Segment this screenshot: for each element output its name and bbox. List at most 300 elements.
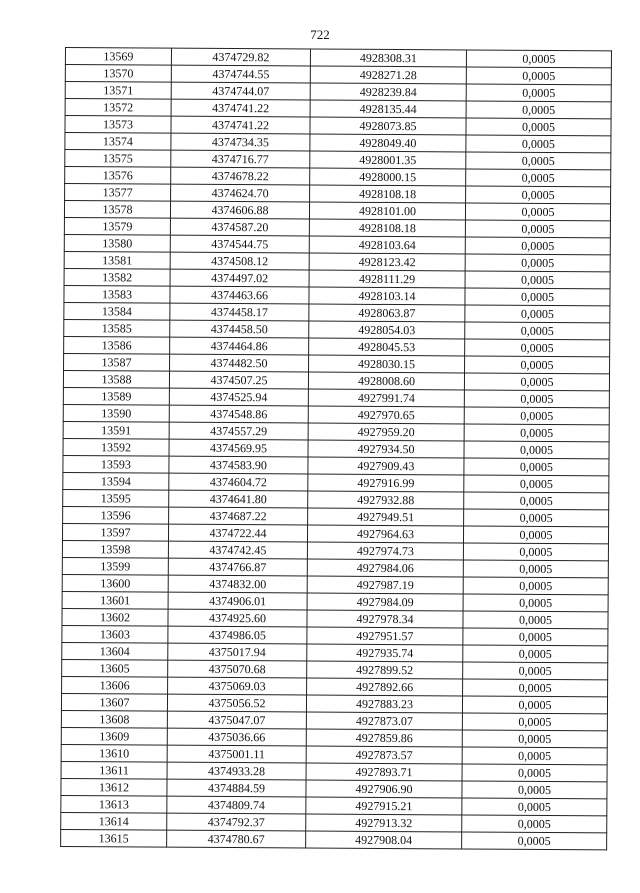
point-number-cell <box>63 421 169 439</box>
x-coordinate-text: 4374497.02 <box>211 270 269 286</box>
value-cell <box>464 492 609 510</box>
x-coordinate-cell <box>170 235 309 253</box>
y-coordinate-cell <box>306 831 462 849</box>
x-coordinate-cell <box>170 354 309 372</box>
x-coordinate-text: 4374741.22 <box>212 100 270 116</box>
value-cell <box>463 594 608 612</box>
point-number-cell <box>65 150 171 168</box>
x-coordinate-text: 4374809.74 <box>207 797 265 813</box>
x-coordinate-text: 4374986.05 <box>208 627 266 643</box>
page-number: 722 <box>310 27 330 42</box>
coordinates-table <box>60 47 612 850</box>
value-cell <box>466 152 611 170</box>
point-number-cell <box>64 217 170 235</box>
x-coordinate-text: 4374463.66 <box>210 287 269 303</box>
value-text: 0,0005 <box>520 340 554 355</box>
point-number-text: 13612 <box>98 780 130 795</box>
y-coordinate-text: 4928239.84 <box>359 84 417 100</box>
point-number-cell <box>61 778 167 796</box>
point-number-cell <box>61 795 167 813</box>
x-coordinate-text: 4374548.86 <box>210 406 268 422</box>
y-coordinate-cell <box>306 695 462 713</box>
y-coordinate-cell <box>310 83 466 101</box>
y-coordinate-cell <box>307 627 463 645</box>
value-cell <box>464 373 609 391</box>
y-coordinate-text: 4927908.04 <box>355 832 413 848</box>
point-number-text: 13588 <box>101 372 132 387</box>
point-number-text: 13582 <box>102 270 133 285</box>
y-coordinate-cell <box>308 423 464 441</box>
y-coordinate-cell <box>306 729 462 747</box>
value-cell <box>462 764 607 782</box>
x-coordinate-text: 4374780.67 <box>207 831 265 847</box>
point-number-cell <box>63 506 169 524</box>
x-coordinate-text: 4375069.03 <box>208 678 266 694</box>
y-coordinate-text: 4927892.66 <box>356 679 414 695</box>
x-coordinate-text: 4374766.87 <box>209 559 267 575</box>
point-number-cell <box>62 574 168 592</box>
x-coordinate-cell <box>168 575 307 593</box>
value-cell <box>463 611 608 629</box>
y-coordinate-cell <box>310 66 466 84</box>
y-coordinate-text: 4927913.32 <box>355 815 413 831</box>
y-coordinate-cell <box>307 593 463 611</box>
point-number-text: 13610 <box>99 746 130 761</box>
point-number-cell <box>64 319 170 337</box>
y-coordinate-cell <box>309 270 465 288</box>
x-coordinate-text: 4375036.66 <box>208 729 266 745</box>
value-text: 0,0005 <box>519 544 553 559</box>
point-number-text: 13608 <box>99 712 130 727</box>
y-coordinate-text: 4927873.07 <box>355 713 413 729</box>
point-number-text: 13585 <box>101 321 132 336</box>
y-coordinate-text: 4928000.15 <box>359 169 417 185</box>
x-coordinate-cell <box>167 830 306 848</box>
value-text: 0,0005 <box>521 153 555 168</box>
y-coordinate-cell <box>306 763 462 781</box>
x-coordinate-cell <box>169 371 308 389</box>
x-coordinate-text: 4374604.72 <box>209 474 267 490</box>
point-number-cell <box>62 676 168 694</box>
x-coordinate-text: 4374544.75 <box>211 236 269 252</box>
point-number-cell <box>61 710 167 728</box>
value-cell <box>463 679 608 697</box>
y-coordinate-cell <box>307 678 463 696</box>
x-coordinate-text: 4374722.44 <box>209 525 267 541</box>
value-text: 0,0005 <box>518 731 552 746</box>
value-cell <box>462 730 607 748</box>
y-coordinate-text: 4928045.53 <box>358 339 416 355</box>
y-coordinate-text: 4927906.90 <box>355 781 413 797</box>
x-coordinate-text: 4374508.12 <box>211 253 269 269</box>
value-text: 0,0005 <box>522 85 556 100</box>
x-coordinate-text: 4374832.00 <box>209 576 267 592</box>
x-coordinate-text: 4374606.88 <box>211 202 269 218</box>
y-coordinate-cell <box>309 287 465 305</box>
y-coordinate-cell <box>310 49 466 67</box>
y-coordinate-text: 4928030.15 <box>358 356 416 372</box>
x-coordinate-cell <box>170 303 309 321</box>
y-coordinate-text: 4927909.43 <box>357 458 415 474</box>
value-text: 0,0005 <box>518 714 552 729</box>
value-text: 0,0005 <box>518 663 552 678</box>
point-number-text: 13614 <box>98 814 129 829</box>
value-text: 0,0005 <box>522 102 556 117</box>
x-coordinate-cell <box>168 558 307 576</box>
x-coordinate-cell <box>171 65 310 83</box>
point-number-cell <box>64 234 170 252</box>
x-coordinate-cell <box>167 711 306 729</box>
value-cell <box>463 543 608 561</box>
y-coordinate-cell <box>308 389 464 407</box>
value-text: 0,0005 <box>520 442 554 457</box>
y-coordinate-text: 4927964.63 <box>356 526 415 542</box>
point-number-text: 13581 <box>102 253 133 268</box>
point-number-cell <box>64 336 170 354</box>
value-cell <box>463 577 608 595</box>
value-cell <box>462 781 607 799</box>
y-coordinate-cell <box>309 253 465 271</box>
value-cell <box>464 407 609 425</box>
x-coordinate-cell <box>169 388 308 406</box>
value-text: 0,0005 <box>519 578 553 593</box>
x-coordinate-cell <box>169 507 308 525</box>
value-text: 0,0005 <box>517 782 552 797</box>
y-coordinate-cell <box>309 355 465 373</box>
y-coordinate-cell <box>308 406 464 424</box>
point-number-cell <box>62 591 168 609</box>
value-cell <box>465 254 610 272</box>
y-coordinate-cell <box>310 168 466 186</box>
y-coordinate-cell <box>306 746 462 764</box>
x-coordinate-cell <box>167 796 306 814</box>
value-cell <box>462 798 607 816</box>
y-coordinate-text: 4927916.99 <box>357 475 415 491</box>
value-cell <box>463 526 608 544</box>
value-cell <box>463 645 608 663</box>
point-number-text: 13597 <box>100 525 131 540</box>
x-coordinate-text: 4374569.95 <box>210 440 268 456</box>
y-coordinate-text: 4928063.87 <box>358 305 416 321</box>
value-cell <box>462 832 607 850</box>
point-number-text: 13571 <box>103 83 134 98</box>
x-coordinate-text: 4374583.90 <box>209 457 267 473</box>
value-cell <box>466 101 611 119</box>
y-coordinate-text: 4927859.86 <box>355 730 413 746</box>
value-cell <box>466 186 611 204</box>
point-number-cell <box>63 404 169 422</box>
y-coordinate-text: 4927932.88 <box>357 492 415 508</box>
y-coordinate-cell <box>307 559 463 577</box>
x-coordinate-cell <box>167 813 306 831</box>
x-coordinate-cell <box>170 218 309 236</box>
value-text: 0,0005 <box>520 391 554 406</box>
y-coordinate-cell <box>308 491 464 509</box>
value-text: 0,0005 <box>521 136 555 151</box>
y-coordinate-text: 4928111.29 <box>358 271 416 287</box>
y-coordinate-cell <box>310 134 466 152</box>
point-number-text: 13572 <box>103 100 134 115</box>
point-number-text: 13611 <box>99 763 129 778</box>
x-coordinate-cell <box>170 269 309 287</box>
value-text: 0,0005 <box>519 595 553 610</box>
x-coordinate-text: 4375017.94 <box>208 644 266 660</box>
y-coordinate-text: 4928123.42 <box>358 254 416 270</box>
value-cell <box>465 322 610 340</box>
value-text: 0,0005 <box>517 816 551 831</box>
value-cell <box>465 288 610 306</box>
point-number-cell <box>61 829 167 847</box>
y-coordinate-cell <box>308 440 464 458</box>
y-coordinate-text: 4928135.44 <box>359 101 417 117</box>
x-coordinate-text: 4374525.94 <box>210 389 268 405</box>
x-coordinate-text: 4374925.60 <box>208 610 267 626</box>
value-cell <box>462 747 607 765</box>
value-cell <box>464 424 609 442</box>
x-coordinate-cell <box>169 490 308 508</box>
table-body <box>61 48 612 850</box>
x-coordinate-text: 4374742.45 <box>209 542 267 558</box>
y-coordinate-cell <box>309 338 465 356</box>
y-coordinate-text: 4928103.64 <box>358 237 416 253</box>
y-coordinate-text: 4928001.35 <box>359 152 417 168</box>
y-coordinate-cell <box>308 457 464 475</box>
x-coordinate-cell <box>168 592 307 610</box>
point-number-text: 13578 <box>102 202 133 217</box>
value-cell <box>465 356 610 374</box>
y-coordinate-cell <box>306 797 462 815</box>
x-coordinate-cell <box>170 286 309 304</box>
x-coordinate-text: 4374678.22 <box>211 168 269 184</box>
value-text: 0,0005 <box>520 425 554 440</box>
value-text: 0,0005 <box>520 357 554 372</box>
y-coordinate-text: 4928108.18 <box>358 220 416 236</box>
y-coordinate-text: 4927883.23 <box>355 696 414 712</box>
point-number-cell <box>65 184 171 202</box>
value-text: 0,0005 <box>518 629 552 644</box>
y-coordinate-text: 4927934.50 <box>357 441 415 457</box>
value-cell <box>464 441 609 459</box>
value-cell <box>465 339 610 357</box>
value-cell <box>465 220 610 238</box>
x-coordinate-text: 4374464.86 <box>210 338 268 354</box>
point-number-text: 13593 <box>100 457 131 472</box>
x-coordinate-cell <box>168 643 307 661</box>
point-number-cell <box>65 82 171 100</box>
point-number-text: 13589 <box>101 389 132 404</box>
x-coordinate-text: 4374906.01 <box>209 593 267 609</box>
point-number-text: 13583 <box>101 287 133 302</box>
x-coordinate-text: 4374458.17 <box>210 304 268 320</box>
value-cell <box>465 237 610 255</box>
y-coordinate-text: 4928054.03 <box>358 322 416 338</box>
x-coordinate-text: 4375047.07 <box>208 712 266 728</box>
y-coordinate-text: 4927893.71 <box>355 764 413 780</box>
value-cell <box>463 560 608 578</box>
x-coordinate-text: 4374729.82 <box>212 49 270 65</box>
x-coordinate-text: 4374741.22 <box>211 117 270 133</box>
value-cell <box>462 815 607 833</box>
x-coordinate-cell <box>167 762 306 780</box>
point-number-text: 13609 <box>99 729 130 744</box>
value-text: 0,0005 <box>521 119 556 134</box>
x-coordinate-cell <box>170 320 309 338</box>
value-text: 0,0005 <box>519 527 553 542</box>
y-coordinate-text: 4927984.09 <box>356 594 414 610</box>
value-text: 0,0005 <box>520 374 554 389</box>
y-coordinate-text: 4927987.19 <box>356 577 414 593</box>
y-coordinate-cell <box>306 814 462 832</box>
value-cell <box>466 84 611 102</box>
x-coordinate-text: 4374557.29 <box>210 423 268 439</box>
value-text: 0,0005 <box>518 646 552 661</box>
x-coordinate-cell <box>171 99 310 117</box>
point-number-text: 13586 <box>101 338 132 353</box>
value-cell <box>462 696 607 714</box>
y-coordinate-cell <box>310 100 466 118</box>
x-coordinate-cell <box>171 133 310 151</box>
point-number-cell <box>64 353 170 371</box>
value-cell <box>464 475 609 493</box>
x-coordinate-text: 4375070.68 <box>208 661 266 677</box>
y-coordinate-cell <box>307 610 463 628</box>
y-coordinate-text: 4927991.74 <box>357 390 415 406</box>
y-coordinate-text: 4927873.57 <box>355 747 413 763</box>
value-text: 0,0005 <box>519 561 553 576</box>
point-number-cell <box>63 370 169 388</box>
point-number-cell <box>64 201 170 219</box>
y-coordinate-text: 4928271.28 <box>359 67 417 83</box>
y-coordinate-cell <box>306 780 462 798</box>
y-coordinate-cell <box>307 644 463 662</box>
value-text: 0,0005 <box>521 221 555 236</box>
y-coordinate-cell <box>309 219 465 237</box>
value-text: 0,0005 <box>519 476 553 491</box>
value-cell <box>462 713 607 731</box>
point-number-cell <box>63 438 169 456</box>
coordinates-table-container <box>60 47 609 850</box>
point-number-text: 13604 <box>99 644 130 659</box>
x-coordinate-cell <box>167 745 306 763</box>
y-coordinate-cell <box>307 576 463 594</box>
y-coordinate-cell <box>309 304 465 322</box>
y-coordinate-cell <box>308 508 464 526</box>
point-number-text: 13575 <box>102 151 133 166</box>
point-number-cell <box>63 472 169 490</box>
x-coordinate-cell <box>168 541 307 559</box>
x-coordinate-text: 4374734.35 <box>211 134 269 150</box>
point-number-text: 13577 <box>102 185 133 200</box>
value-text: 0,0005 <box>521 255 555 270</box>
point-number-text: 13579 <box>102 219 133 234</box>
point-number-cell <box>62 540 168 558</box>
y-coordinate-text: 4928108.18 <box>359 186 417 202</box>
y-coordinate-text: 4928049.40 <box>359 135 417 151</box>
value-cell <box>466 118 611 136</box>
point-number-text: 13595 <box>100 491 131 506</box>
x-coordinate-cell <box>169 473 308 491</box>
y-coordinate-text: 4927935.74 <box>356 645 414 661</box>
point-number-text: 13599 <box>100 559 131 574</box>
point-number-cell <box>65 65 171 83</box>
point-number-text: 13592 <box>101 440 132 455</box>
x-coordinate-cell <box>171 150 310 168</box>
point-number-text: 13587 <box>101 355 132 370</box>
point-number-text: 13598 <box>100 542 131 557</box>
point-number-cell <box>63 455 169 473</box>
value-text: 0,0005 <box>520 289 555 304</box>
y-coordinate-text: 4928008.60 <box>357 373 416 389</box>
x-coordinate-text: 4375001.11 <box>208 746 266 762</box>
point-number-cell <box>65 48 171 66</box>
point-number-cell <box>64 251 170 269</box>
point-number-text: 13584 <box>101 304 132 319</box>
point-number-cell <box>63 489 169 507</box>
value-text: 0,0005 <box>518 680 552 695</box>
point-number-text: 13596 <box>100 508 131 523</box>
point-number-text: 13603 <box>99 627 130 642</box>
x-coordinate-cell <box>170 252 309 270</box>
x-coordinate-cell <box>171 48 310 66</box>
value-cell <box>465 271 610 289</box>
x-coordinate-text: 4374641.80 <box>209 491 267 507</box>
x-coordinate-text: 4374884.59 <box>207 780 266 796</box>
y-coordinate-cell <box>308 474 464 492</box>
point-number-text: 13570 <box>103 66 134 81</box>
point-number-text: 13574 <box>102 134 133 149</box>
point-number-cell <box>65 167 171 185</box>
x-coordinate-cell <box>171 167 310 185</box>
value-text: 0,0005 <box>518 697 552 712</box>
value-text: 0,0005 <box>520 408 554 423</box>
point-number-cell <box>64 302 170 320</box>
value-text: 0,0005 <box>522 51 556 66</box>
value-cell <box>466 169 611 187</box>
value-text: 0,0005 <box>518 612 553 627</box>
y-coordinate-text: 4927970.65 <box>357 407 415 423</box>
point-number-cell <box>65 116 171 134</box>
x-coordinate-cell <box>168 609 307 627</box>
x-coordinate-text: 4374933.28 <box>208 763 266 779</box>
y-coordinate-text: 4927978.34 <box>356 611 414 627</box>
value-text: 0,0005 <box>519 493 553 508</box>
point-number-text: 13613 <box>98 797 129 812</box>
y-coordinate-cell <box>308 372 464 390</box>
value-text: 0,0005 <box>518 765 552 780</box>
value-cell <box>466 67 611 85</box>
value-cell <box>466 135 611 153</box>
point-number-text: 13600 <box>100 576 131 591</box>
value-text: 0,0005 <box>520 306 554 321</box>
y-coordinate-cell <box>310 185 466 203</box>
y-coordinate-text: 4927974.73 <box>356 543 414 559</box>
point-number-text: 13569 <box>103 49 134 64</box>
x-coordinate-text: 4375056.52 <box>208 695 266 711</box>
value-text: 0,0005 <box>521 238 555 253</box>
y-coordinate-text: 4927959.20 <box>357 424 415 440</box>
point-number-cell <box>64 285 170 303</box>
x-coordinate-cell <box>168 626 307 644</box>
y-coordinate-text: 4927899.52 <box>356 662 414 678</box>
x-coordinate-text: 4374716.77 <box>211 151 269 167</box>
x-coordinate-cell <box>169 405 308 423</box>
value-text: 0,0005 <box>522 68 556 83</box>
x-coordinate-cell <box>168 524 307 542</box>
value-text: 0,0005 <box>521 187 555 202</box>
x-coordinate-text: 4374587.20 <box>211 219 269 235</box>
x-coordinate-text: 4374482.50 <box>210 355 268 371</box>
y-coordinate-text: 4928073.85 <box>359 118 417 134</box>
